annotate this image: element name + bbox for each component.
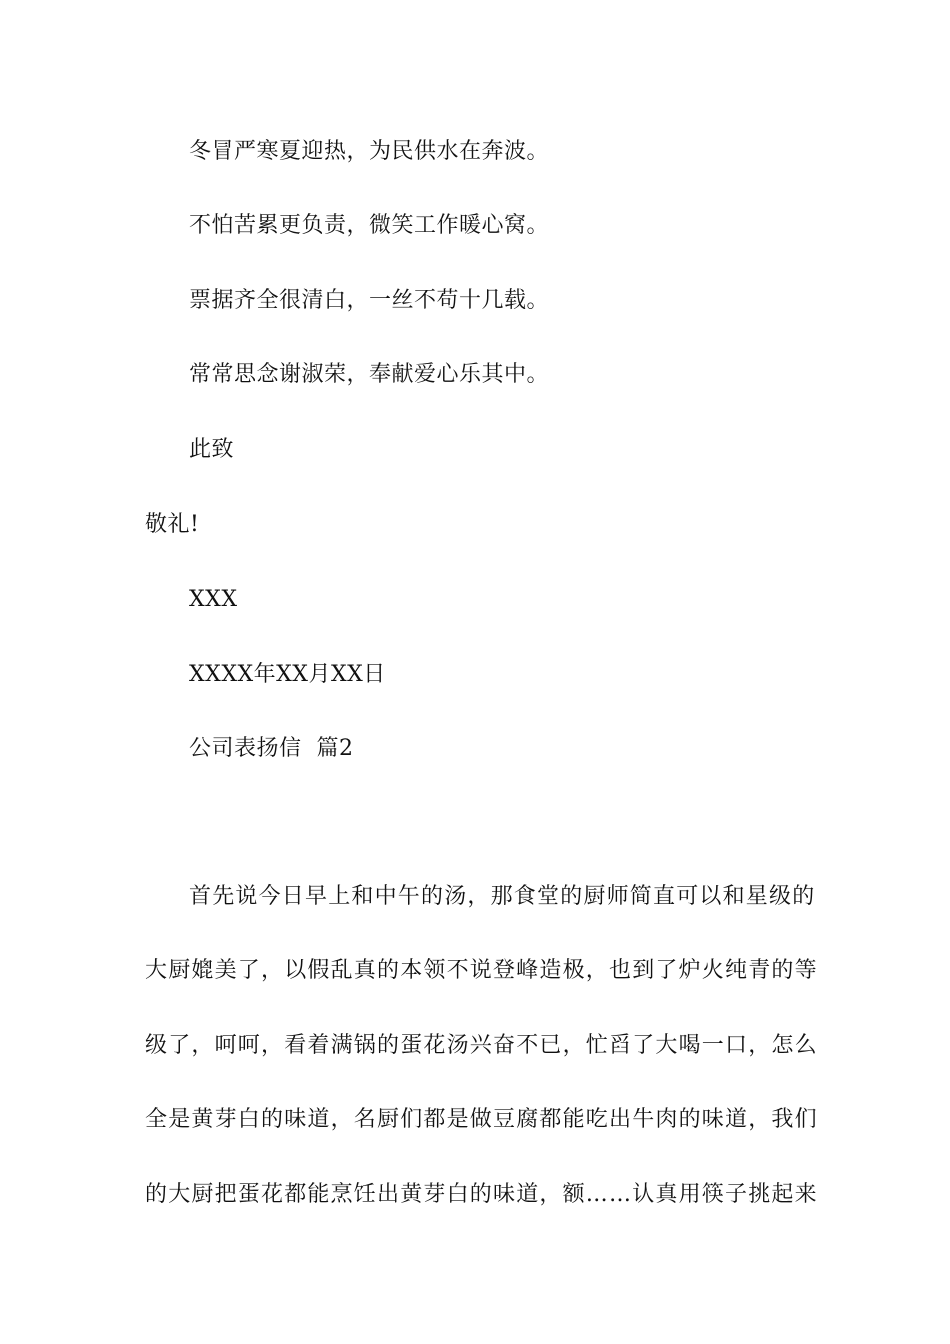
salute-text: 敬礼! [145, 512, 200, 537]
body-line-2: 大厨媲美了，以假乱真的本领不说登峰造极，也到了炉火纯青的等 [145, 958, 818, 983]
poem-line-4: 常常思念谢淑荣，奉献爱心乐其中。 [189, 362, 550, 387]
body-line-4: 全是黄芽白的味道，名厨们都是做豆腐都能吃出牛肉的味道，我们 [145, 1107, 818, 1132]
body-line-1: 首先说今日早上和中午的汤，那食堂的厨师简直可以和星级的 [189, 884, 816, 909]
body-line-5: 的大厨把蛋花都能烹饪出黄芽白的味道，额……认真用筷子挑起来 [145, 1182, 818, 1207]
closing-text: 此致 [189, 437, 235, 462]
poem-line-3: 票据齐全很清白，一丝不苟十几载。 [189, 288, 550, 313]
body-line-3: 级了，呵呵，看着满锅的蛋花汤兴奋不已，忙舀了大喝一口，怎么 [145, 1033, 818, 1058]
date: XXXX年XX月XX日 [189, 662, 386, 687]
signature: XXX [189, 587, 238, 612]
poem-line-2: 不怕苦累更负责，微笑工作暖心窝。 [189, 213, 550, 238]
poem-line-1: 冬冒严寒夏迎热，为民供水在奔波。 [189, 139, 550, 164]
section-heading: 公司表扬信 篇2 [189, 736, 354, 761]
